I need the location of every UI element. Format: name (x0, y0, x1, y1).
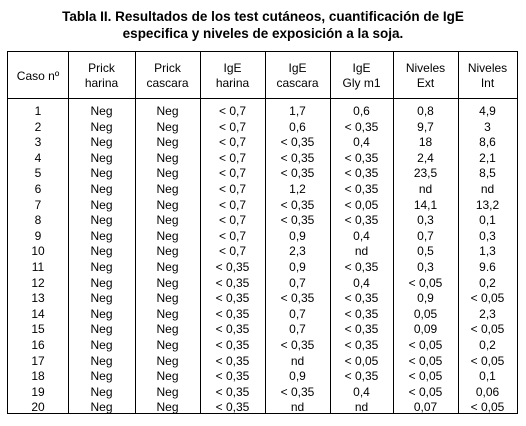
cell-prick-harina: Neg (90, 150, 113, 165)
cell-prick-harina: Neg (90, 244, 113, 259)
cell-ige-cascara: < 0,35 (280, 384, 315, 399)
header-caso: Caso nº (16, 68, 60, 83)
cell-ige-gly-m1: nd (354, 244, 369, 259)
cell-ige-gly-m1: nd (354, 400, 369, 415)
cell-niveles-int: 8,6 (479, 135, 496, 150)
cell-ige-gly-m1: < 0,35 (344, 259, 379, 274)
cell-ige-harina: < 0,7 (218, 244, 247, 259)
cell-prick-harina: Neg (90, 291, 113, 306)
cell-ige-harina: < 0,7 (218, 150, 247, 165)
cell-niveles-ext: 0,5 (417, 244, 434, 259)
cell-niveles-ext: < 0,05 (408, 353, 443, 368)
header-ige-harina: IgE harina (215, 61, 250, 90)
table-row (8, 198, 517, 214)
cell-ige-gly-m1: < 0,35 (344, 337, 379, 352)
cell-niveles-int: 8,5 (479, 166, 496, 181)
cell-ige-gly-m1: < 0,35 (344, 369, 379, 384)
cell-caso: 12 (31, 275, 45, 290)
cell-caso: 18 (31, 369, 45, 384)
cell-niveles-int: 4,9 (479, 104, 496, 118)
cell-ige-cascara: 2,3 (289, 244, 306, 259)
cell-prick-cascara: Neg (156, 400, 179, 415)
cell-caso: 8 (34, 213, 42, 228)
cell-caso: 10 (31, 244, 45, 259)
cell-ige-harina: < 0,35 (215, 306, 250, 321)
table-row (8, 120, 517, 136)
cell-prick-cascara: Neg (156, 291, 179, 306)
cell-niveles-ext: 0,07 (413, 400, 438, 415)
cell-ige-gly-m1: < 0,35 (344, 150, 379, 165)
cell-niveles-int: 0,3 (479, 228, 496, 243)
cell-prick-harina: Neg (90, 104, 113, 118)
cell-niveles-ext: 14,1 (413, 197, 438, 212)
header-divider (8, 98, 517, 99)
cell-prick-cascara: Neg (156, 337, 179, 352)
cell-ige-cascara: 0,7 (289, 306, 306, 321)
cell-ige-harina: < 0,35 (215, 322, 250, 337)
cell-niveles-ext: 0,8 (417, 104, 434, 118)
cell-niveles-ext: < 0,05 (408, 384, 443, 399)
cell-prick-cascara: Neg (156, 166, 179, 181)
cell-prick-cascara: Neg (156, 369, 179, 384)
cell-ige-harina: < 0,35 (215, 259, 250, 274)
cell-caso: 1 (34, 104, 42, 118)
cell-niveles-int: 0,2 (479, 275, 496, 290)
cell-ige-harina: < 0,35 (215, 275, 250, 290)
cell-niveles-ext: 0,05 (413, 306, 438, 321)
cell-prick-cascara: Neg (156, 259, 179, 274)
table-row (8, 244, 517, 260)
cell-ige-harina: < 0,7 (218, 166, 247, 181)
table-row (8, 276, 517, 292)
cell-caso: 17 (31, 353, 45, 368)
cell-ige-gly-m1: 0,4 (353, 228, 370, 243)
cell-prick-harina: Neg (90, 337, 113, 352)
cell-caso: 5 (34, 166, 42, 181)
cell-caso: 13 (31, 291, 45, 306)
cell-ige-cascara: nd (290, 353, 305, 368)
cell-prick-cascara: Neg (156, 384, 179, 399)
cell-prick-cascara: Neg (156, 322, 179, 337)
cell-ige-gly-m1: < 0,35 (344, 181, 379, 196)
cell-ige-gly-m1: < 0,35 (344, 166, 379, 181)
table-row (8, 166, 517, 182)
table-title-line-2: especifica y niveles de exposición a la soja. (122, 26, 404, 41)
cell-caso: 7 (34, 197, 42, 212)
cell-caso: 3 (34, 135, 42, 150)
table-row (8, 322, 517, 338)
cell-prick-cascara: Neg (156, 275, 179, 290)
cell-ige-cascara: < 0,35 (280, 337, 315, 352)
cell-niveles-ext: 0,7 (417, 228, 434, 243)
cell-niveles-int: < 0,05 (470, 291, 505, 306)
cell-prick-cascara: Neg (156, 213, 179, 228)
cell-ige-harina: < 0,35 (215, 353, 250, 368)
table-row (8, 354, 517, 370)
cell-prick-harina: Neg (90, 384, 113, 399)
cell-ige-cascara: 0,7 (289, 275, 306, 290)
cell-ige-cascara: < 0,35 (280, 291, 315, 306)
cell-ige-gly-m1: 0,4 (353, 384, 370, 399)
table-row (8, 400, 517, 416)
cell-ige-cascara: < 0,35 (280, 197, 315, 212)
table-row (8, 104, 517, 120)
cell-prick-harina: Neg (90, 353, 113, 368)
cell-prick-harina: Neg (90, 322, 113, 337)
header-ige-cascara: IgE cascara (276, 61, 319, 90)
cell-ige-gly-m1: 0,4 (353, 135, 370, 150)
cell-caso: 15 (31, 322, 45, 337)
cell-prick-cascara: Neg (156, 244, 179, 259)
cell-ige-harina: < 0,7 (218, 228, 247, 243)
cell-ige-gly-m1: 0,4 (353, 275, 370, 290)
cell-ige-cascara: 1,7 (289, 104, 306, 118)
cell-prick-harina: Neg (90, 369, 113, 384)
cell-caso: 16 (31, 337, 45, 352)
cell-ige-harina: < 0,7 (218, 197, 247, 212)
cell-ige-harina: < 0,7 (218, 104, 247, 118)
cell-niveles-ext: 9,7 (417, 119, 434, 134)
table-row (8, 260, 517, 276)
cell-prick-cascara: Neg (156, 353, 179, 368)
cell-niveles-ext: nd (418, 181, 433, 196)
cell-niveles-int: 3 (484, 119, 491, 134)
cell-prick-harina: Neg (90, 166, 113, 181)
cell-prick-cascara: Neg (156, 150, 179, 165)
cell-ige-harina: < 0,35 (215, 291, 250, 306)
cell-prick-harina: Neg (90, 213, 113, 228)
cell-prick-cascara: Neg (156, 135, 179, 150)
header-niveles-ext: Niveles Ext (405, 61, 446, 90)
cell-ige-gly-m1: < 0,05 (344, 353, 379, 368)
cell-niveles-int: 0,2 (479, 337, 496, 352)
cell-ige-gly-m1: < 0,35 (344, 306, 379, 321)
cell-niveles-int: < 0,05 (470, 322, 505, 337)
cell-niveles-ext: 0,09 (413, 322, 438, 337)
cell-ige-harina: < 0,7 (218, 119, 247, 134)
table-row (8, 307, 517, 323)
cell-prick-harina: Neg (90, 135, 113, 150)
cell-prick-harina: Neg (90, 259, 113, 274)
cell-prick-harina: Neg (90, 119, 113, 134)
cell-niveles-int: < 0,05 (470, 400, 505, 415)
cell-ige-harina: < 0,35 (215, 369, 250, 384)
table-row (8, 151, 517, 167)
cell-niveles-int: 1,3 (479, 244, 496, 259)
cell-ige-harina: < 0,35 (215, 337, 250, 352)
cell-ige-harina: < 0,7 (218, 213, 247, 228)
table-row (8, 135, 517, 151)
cell-ige-cascara: < 0,35 (280, 166, 315, 181)
cell-ige-cascara: 1,2 (289, 181, 306, 196)
table-row (8, 369, 517, 385)
cell-prick-harina: Neg (90, 400, 113, 415)
results-table (7, 51, 518, 414)
cell-ige-cascara: 0,7 (289, 322, 306, 337)
cell-niveles-ext: < 0,05 (408, 275, 443, 290)
cell-ige-gly-m1: < 0,35 (344, 291, 379, 306)
cell-caso: 14 (31, 306, 45, 321)
cell-ige-harina: < 0,35 (215, 384, 250, 399)
cell-niveles-ext: 18 (418, 135, 433, 150)
cell-prick-cascara: Neg (156, 119, 179, 134)
table-body (8, 104, 517, 416)
cell-niveles-int: 0,1 (479, 369, 496, 384)
cell-niveles-int: 9.6 (479, 259, 496, 274)
cell-ige-cascara: 0,9 (289, 259, 306, 274)
cell-prick-harina: Neg (90, 181, 113, 196)
cell-niveles-int: 0,06 (475, 384, 500, 399)
table-row (8, 385, 517, 401)
cell-prick-cascara: Neg (156, 104, 179, 118)
table-title (0, 8, 526, 42)
header-prick-harina: Prick harina (84, 61, 119, 90)
header-niveles-int: Niveles Int (467, 61, 508, 90)
cell-niveles-int: 2,3 (479, 306, 496, 321)
cell-niveles-int: 2,1 (479, 150, 496, 165)
table-row (8, 291, 517, 307)
cell-ige-cascara: 0,9 (289, 228, 306, 243)
cell-ige-gly-m1: 0,6 (353, 104, 370, 118)
cell-niveles-int: nd (480, 181, 495, 196)
cell-ige-harina: < 0,7 (218, 181, 247, 196)
cell-niveles-ext: 0,9 (417, 291, 434, 306)
cell-caso: 6 (34, 181, 42, 196)
cell-prick-harina: Neg (90, 228, 113, 243)
cell-niveles-ext: 0,3 (417, 259, 434, 274)
cell-prick-cascara: Neg (156, 228, 179, 243)
cell-prick-cascara: Neg (156, 306, 179, 321)
cell-niveles-ext: 23,5 (413, 166, 438, 181)
cell-ige-cascara: < 0,35 (280, 135, 315, 150)
cell-ige-gly-m1: < 0,35 (344, 213, 379, 228)
cell-caso: 9 (34, 228, 42, 243)
cell-ige-cascara: nd (290, 400, 305, 415)
cell-prick-harina: Neg (90, 275, 113, 290)
cell-ige-gly-m1: < 0,35 (344, 119, 379, 134)
table-row (8, 182, 517, 198)
table-row (8, 213, 517, 229)
cell-ige-cascara: < 0,35 (280, 213, 315, 228)
table-row (8, 338, 517, 354)
cell-ige-harina: < 0,7 (218, 135, 247, 150)
cell-prick-harina: Neg (90, 306, 113, 321)
cell-ige-gly-m1: < 0,05 (344, 197, 379, 212)
table-row (8, 229, 517, 245)
cell-ige-cascara: 0,6 (289, 119, 306, 134)
cell-niveles-int: 0,1 (479, 213, 496, 228)
cell-niveles-ext: < 0,05 (408, 337, 443, 352)
cell-prick-cascara: Neg (156, 181, 179, 196)
cell-caso: 11 (31, 259, 45, 274)
cell-ige-cascara: < 0,35 (280, 150, 315, 165)
cell-niveles-int: < 0,05 (470, 353, 505, 368)
cell-ige-cascara: 0,9 (289, 369, 306, 384)
cell-niveles-ext: 2,4 (417, 150, 434, 165)
cell-ige-gly-m1: < 0,35 (344, 322, 379, 337)
cell-niveles-int: 13,2 (475, 197, 500, 212)
header-prick-cascara: Prick cascara (146, 61, 189, 90)
table-title-line-1: Tabla II. Resultados de los test cutáneos, cuantificación de IgE (62, 9, 464, 24)
cell-caso: 20 (31, 400, 45, 415)
cell-caso: 19 (31, 384, 45, 399)
cell-niveles-ext: 0,3 (417, 213, 434, 228)
cell-prick-cascara: Neg (156, 197, 179, 212)
header-ige-gly-m1: IgE Gly m1 (342, 61, 381, 90)
cell-niveles-ext: < 0,05 (408, 369, 443, 384)
cell-prick-harina: Neg (90, 197, 113, 212)
cell-caso: 4 (34, 150, 42, 165)
cell-ige-harina: < 0,35 (215, 400, 250, 415)
cell-caso: 2 (34, 119, 42, 134)
